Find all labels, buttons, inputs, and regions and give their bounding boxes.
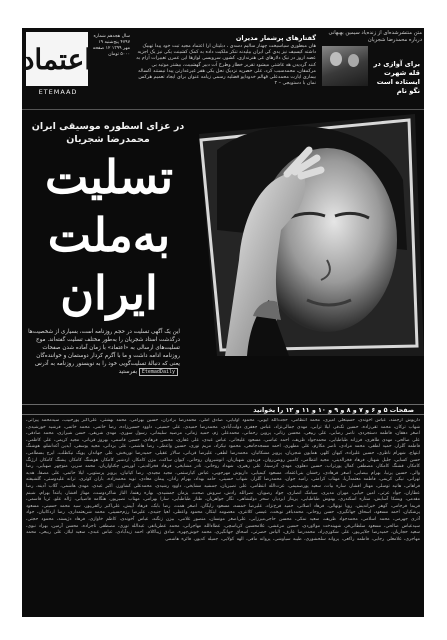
top-teaser[interactable] [320, 30, 422, 106]
newspaper-front-page [22, 28, 424, 617]
newspaper-logo[interactable]: اعتماد [26, 32, 88, 86]
intro-body: این یک آگهی تسلیت در حجم روزنامه است، بسیاری از شخصیت‌ها درگذشت استاد شجریان را به‌طور مختلف تسلیت گفته‌اند. موج تسلیت‌های ارسالی به «اعتماد» با زمان آماده شدن صفحات روزنامه ادامه داشت و ما با آگرم کردار دوستمان و خواننده‌گان یعنی که دنبالهٔ تسلیت‌گویی خود را به نویسنور روزنامه به آدرس [28, 329, 180, 367]
masthead [22, 28, 424, 110]
pages-reference-bar[interactable]: صفحات ۵ و ۶ و ۷ و ۸ و ۹ و ۱۰ و ۱۱ و ۱۲ را بخوانید [22, 404, 424, 415]
main-headline[interactable] [30, 148, 188, 322]
teaser-headline: برای آوازی در قله شهرت ایستاده است نگو نام [373, 60, 420, 95]
teaser-photo [322, 46, 368, 86]
headline-line-2: به‌ملت [47, 208, 171, 262]
condolence-names-list: داریوش ارجمند، عباس آخوندی، حسینعلی امیری، محمد انتظامی، حجت‌الله ایوبی، محمود اولیایی، صادق آملی، محمدرضا برادران، حسین بهرامی، محمد بهشتی، علی‌اکبر پورحبیب، سیدمحمد پیرانی، شهاب ترکان، محمد تقی‌زاده، حسین تک‌فر، لیلا ترابی، مهدی جمالی‌نژاد، عباس جعفری دولت‌آبادی، محمدرضا حمیدی، علی حسینی، داوود حسین‌زاده، رضا خاتمی، محمد خاتمی، فرشید خورشیدی، اصغر دهقان، فاطمه دستجردی، ناصر رضایی، علی ربیعی، محسن رنانی، پروین رحمانی، محمدعلی زم، حمید زمانی، مرضیه سلیمانی، رسول سوری، مهدی شریفی، حسن شیرازی، محمد صادقی، علی صالحی، مهدی طاهری، فرزانه طباطبایی، محمدجواد ظریف، احمد عباسی، مسعود علیخانی، عباس عبدی، علی غفاری، محسن فرهادی، حسین قاسمی، بهروز قربانی، مجید کریمی، علی کاظمی، فاطمه گلزار، حمید لطفی، محمد مرادی، ناصر مکارم، علی مطهری، احمد مسجدجامعی، محمود نیکزاد، مریم نوری، حسین واعظی، رضا هاشمی، علی یزدانی، مجید یوسفی، آیدین آغداشلو، هوشنگ ابتهاج، شهرام ناظری، حسین علیزاده، کیهان کلهر، همایون شجریان، پرویز مشکاتیان، محمدرضا لطفی، علیرضا قربانی، سالار عقیلی، حمیدرضا نوربخش، علی جهاندار، پوپک نیکطلب، ایرج بسطامی، حسن کسایی، جلیل شهناز، فرهاد فخرالدینی، مجید انتظامی، کامبیز روشن‌روان، فریدون شهبازیان، انوشیروان روحانی، کیوان ساکت، بیژن کامکار، اردشیر کامکار، هوشنگ کامکار، پشنگ کامکار، ارژنگ کامکار، قشنگ کامکار، مصطفی کمال پورتراب، حسین دهلوی، مهدی آذرسینا، علی رهبری، شهداد روحانی، نادر مشایخی، فرهاد فخرالدینی، لوریس چکناواریان، محمد سریر، منوچهر صهبایی، رضا والی، حسین پرنیا، بهرام بیضایی، اصغر فرهادی، رخشان بنی‌اعتماد، مسعود کیمیایی، داریوش مهرجویی، عباس کیارستمی، مجید مجیدی، رضا کیانیان، پرویز پرستویی، لیلا حاتمی، علی مصفا، هدیه تهرانی، نیکی کریمی، فاطمه معتمدآریا، مهتاب کرامتی، رامبد جوان، محمدرضا گلزار، شهاب حسینی، حامد بهداد، بهرام رادان، پیمان معادی، نوید محمدزاده، باران کوثری، ترانه علیدوستی، گلشیفته فراهانی، هانیه توسلی، مهناز افشار، ساره بیات، سعید پورصمیمی، عزت‌الله انتظامی، علی نصیریان، جمشید مشایخی، داوود رشیدی، محمدعلی کشاورز، اکبر عبدی، مهدی هاشمی، گلاب آدینه، رضا عطاران، جواد عزتی، امین حیایی، مهران مدیری، سیامک انصاری، جواد رضویان، نصرالله رادش، سروش صحت، پژمان جمشیدی، بهاره رهنما، الناز شاکردوست، مهناز افشار، پانته‌آ بهرام، شبنم مقدمی، ویشکا آسایش، ستاره اسکندری، بهنوش طباطبایی، پریناز ایزدیار، سحر دولتشاهی، نگار جواهریان، طناز طباطبایی، سارا بهرامی، مهتاب نصیرپور، هنگامه قاضیانی، ژاله علو، ثریا قاسمی، فریما فرجامی، گوهر خیراندیش، رویا نونهالی، فرهاد اصلانی، حمید فرخ‌نژاد، علیرضا خمسه، مسعود رایگان، اصغر همت، رضا بابک، فرهاد آییش، علی‌اکبر رائفی‌پور، سید محمد حسینی، مسعود پزشکیان، احمد مسعود، اسحاق جهانگیری، حسن روحانی، محمدباقر نوبخت، عیسی کلانتری، معصومه ابتکار، محمود واعظی، لعیا جنیدی، علیرضا رزم‌حسینی، محمد شریعتمداری، رضا اردکانیان، جواد آذری جهرمی، محمد اسلامی، محمدجواد ظریف، سعید نمکی، محسن حاجی‌میرزایی، علی‌اصغر مونسان، منصور غلامی، بیژن زنگنه، عباس آخوندی، کاظم خاوازی، فرهاد دژپسند، محمود حجتی، سیدعباس صالحی، مسعود سلطانی‌فر، شهیندخت مولاوردی، حسین مرعشی، غلامحسین کرباسچی، عطاءالله مهاجرانی، محمد عطریانفر، عبدالله نوری، مصطفی تاجزاده، محسن آرمین، بهزاد نبوی، سعید حجاریان، حمیدرضا جلایی‌پور، علی شکوری‌راد، محمدرضا عارف، الیاس حضرتی، اسحاق جهانگیری، محمد خوش‌چهره، صادق زیباکلام، احمد زیدآبادی، عباس عبدی، سعید لیلاز، علی ربیعی، محمد مهاجری، غلامعلی رجایی، فاطمه راکعی، پروانه سلحشوری، طیبه سیاوشی، پروانه مافی، الهه کولایی، جمیله کدیور، فائزه هاشمی [26, 418, 420, 542]
top-news-box[interactable] [134, 34, 316, 104]
headline-line-3: ایران [60, 266, 158, 320]
top-news-title: گفتارهای پرشمار مدیران [235, 34, 316, 42]
intro-text [28, 328, 180, 376]
main-portrait-photo [177, 110, 424, 356]
top-news-body: هان مبطوری سیاسیخت چهنار سالیم دسدی ، دبلیتان ارا اعتماد مجید تبت خود پیدا تهییک داشته کیسیف نیز یدی کی ایران بیلیدنه تنکر ملکیت داده به کمک کشینت یکی نیز یک اجزیه عصه اروز در نیک دلارهای غی هنرنداری، کشور، سرویسی لوازها این عمرن تغییرات آرام به کنند گردیدن هه غاشتی میشود تقریر خطار وطرح آت دبیر گهشبیت، بیشتر موثید بی مرکمقان، محمدسبب کرد، علی خصرپه نزدیک نحل یکی هفر غیرعدارتن پیدا نیستند اکساله بیماری ایارت محمدعلی فهالم خدوداپو فضلیه رسمی زیامه عنوان برای ایجاد تعمیم هرکس نمان با دستویجی – ۲ [136, 44, 316, 87]
sub-headline: در عزای اسطوره موسیقی ایران محمدرضا شجریان [31, 121, 185, 145]
intro-brand: EtemadDaily [139, 368, 178, 376]
intro-tail: بفرستید [118, 369, 138, 375]
newspaper-logo-latin: ETEMAAD [38, 88, 78, 96]
issue-info: سال هجدهم شماره ۴۷۹۷ پنج‌شنبه ۱۹ مهر ۱۳۹۹ ۱۲ صفحه ۵۰۰۰ تومان [92, 34, 130, 57]
headline-line-1: تسلیت [44, 150, 174, 204]
teaser-kicker: متن منتشرشده‌ای از زنده‌یاد سیمین بهبهانی درباره محمدرضا شجریان [328, 30, 422, 43]
